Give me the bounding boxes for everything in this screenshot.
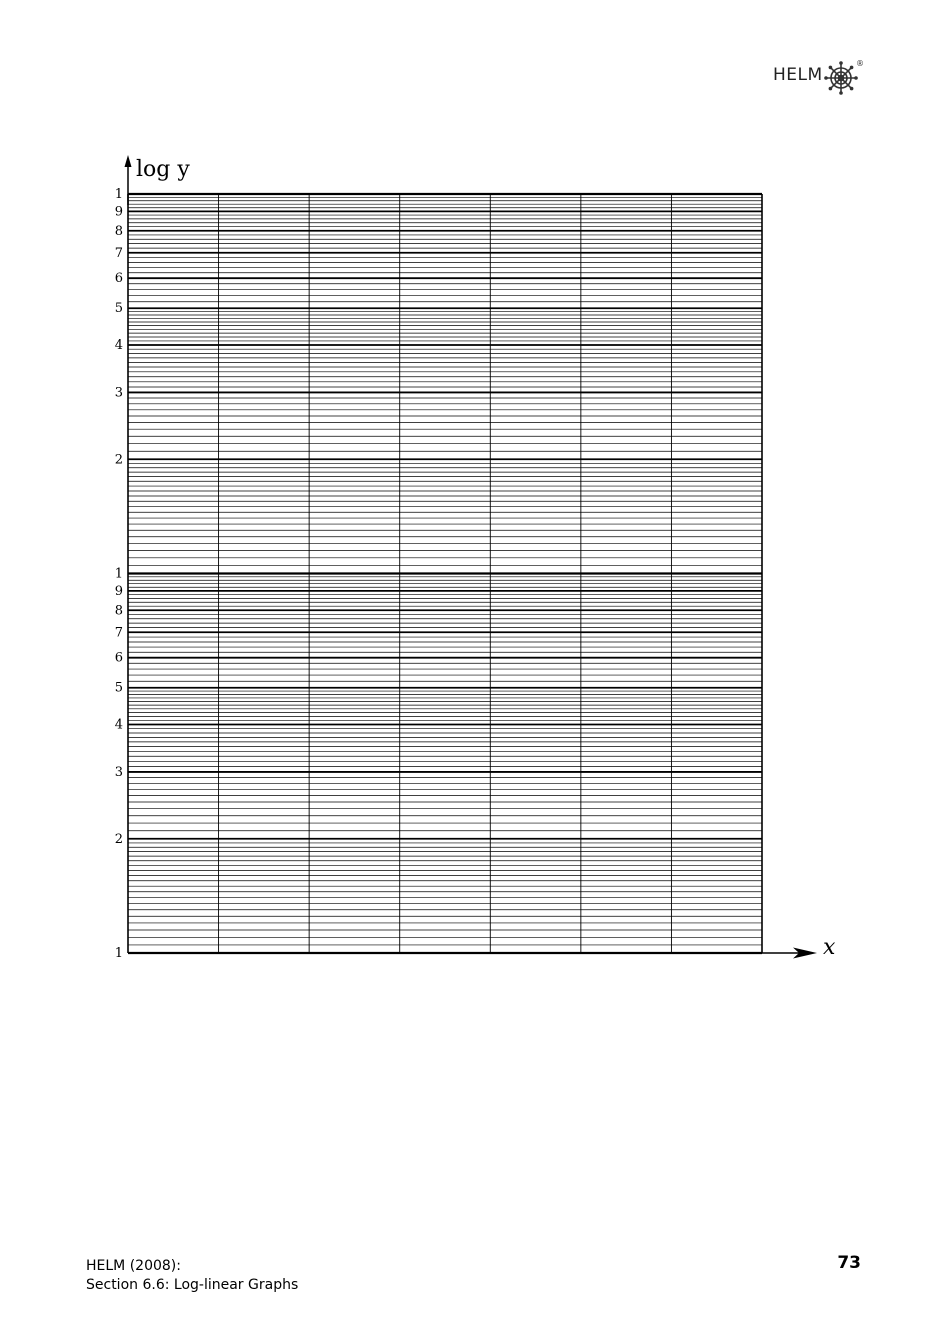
y-axis-label: log y (136, 157, 190, 182)
y-tick-labels (115, 187, 123, 961)
y-tick-label: 1 (114, 187, 123, 202)
y-tick-label: 7 (114, 625, 123, 641)
footer-source-line1: HELM (2008): (86, 1258, 181, 1274)
y-tick-label: 3 (114, 764, 123, 780)
y-tick-label: 9 (114, 204, 123, 220)
footer-source (86, 1257, 298, 1295)
y-tick-label: 8 (114, 223, 123, 239)
grid-lines (128, 194, 762, 953)
y-axis-arrowhead (125, 155, 132, 167)
x-axis-label: x (823, 935, 836, 960)
footer-source-line2: Section 6.6: Log-linear Graphs (86, 1277, 299, 1293)
y-tick-label: 6 (114, 271, 123, 287)
y-tick-label: 1 (114, 566, 123, 582)
page-number: 73 (837, 1253, 861, 1273)
y-tick-label: 7 (114, 245, 123, 261)
y-tick-label: 8 (114, 603, 123, 619)
y-tick-label: 6 (114, 650, 123, 666)
logo-text: HELM (773, 65, 823, 85)
y-tick-label: 2 (114, 452, 123, 468)
registered-mark: ® (856, 59, 864, 68)
y-tick-label: 5 (114, 680, 123, 696)
y-tick-label: 2 (114, 831, 123, 847)
y-tick-label: 1 (114, 946, 123, 961)
y-tick-label: 9 (114, 583, 123, 599)
y-tick-label: 4 (114, 338, 123, 354)
y-tick-label: 3 (114, 385, 123, 401)
y-tick-label: 4 (114, 717, 123, 733)
y-tick-label: 5 (114, 301, 123, 317)
